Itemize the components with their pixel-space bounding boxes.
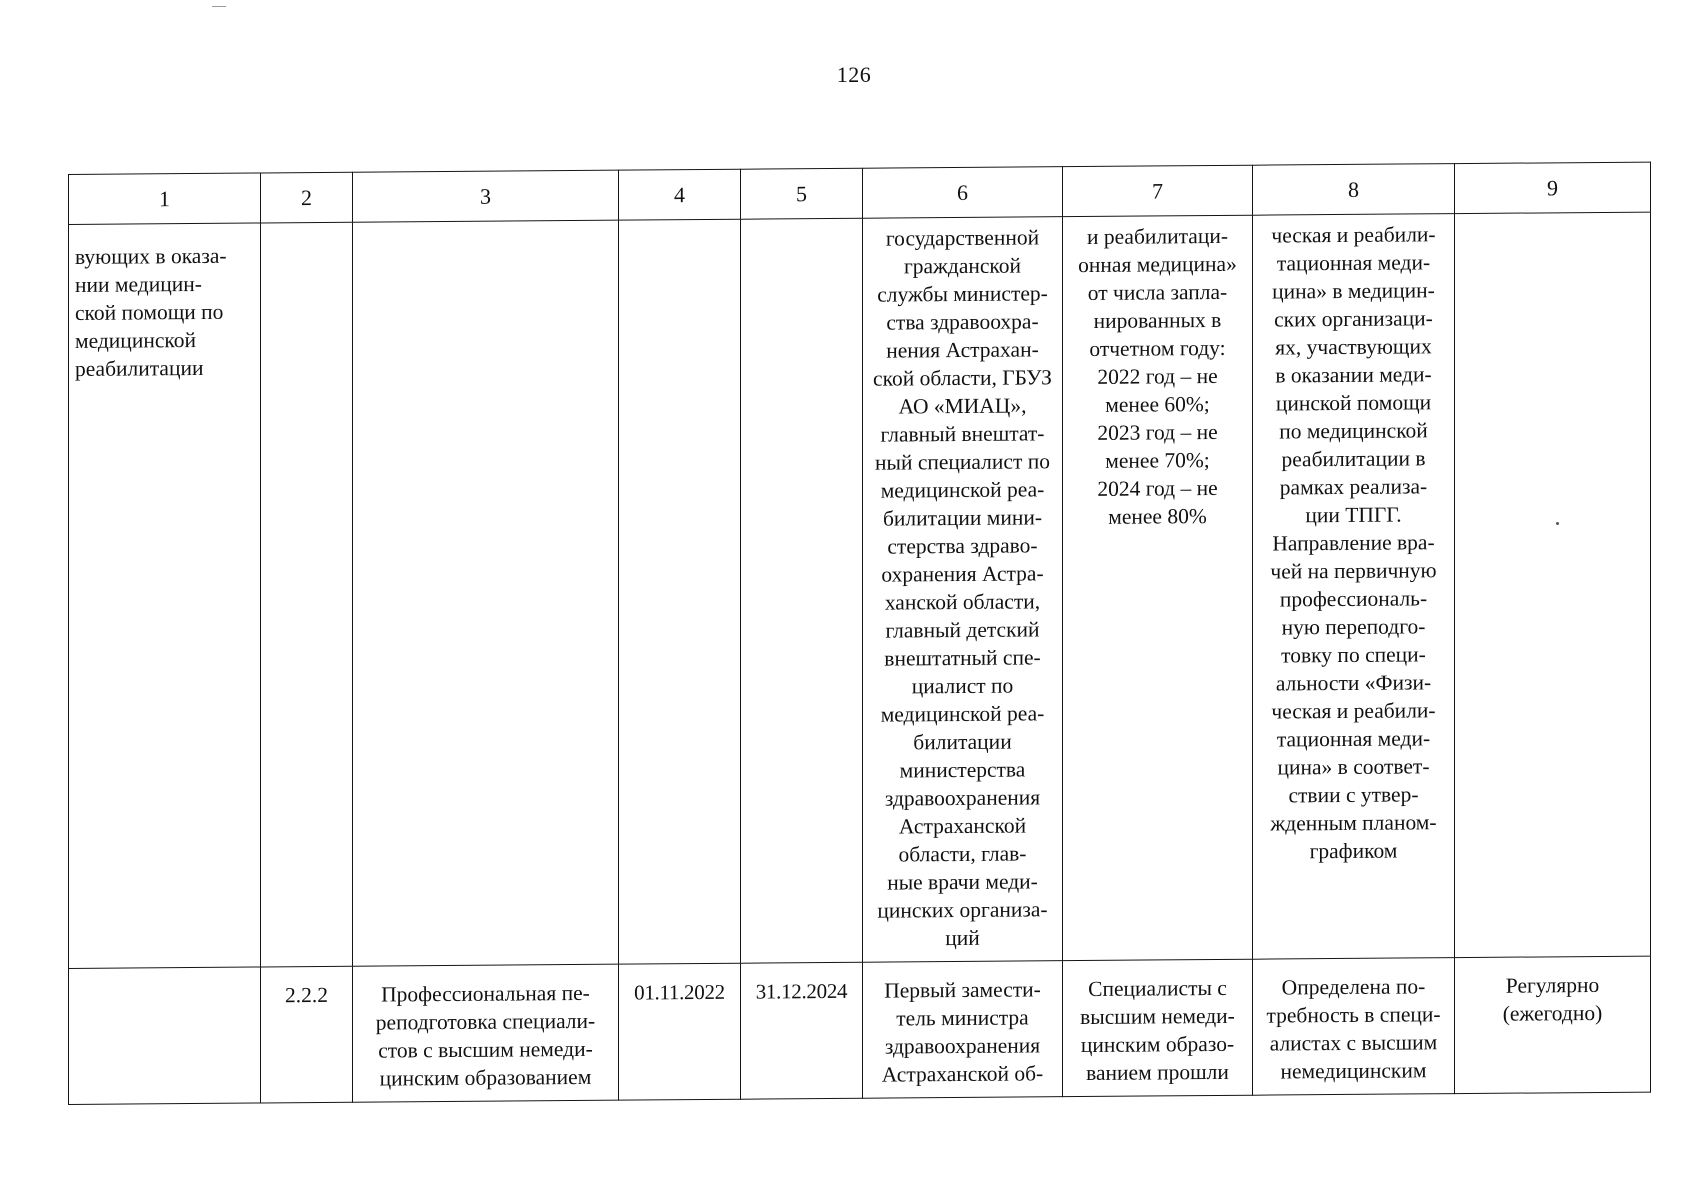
activity-table	[68, 162, 1651, 1105]
table-row-2-2-2	[69, 956, 1651, 1104]
cell-indicator-name-empty	[69, 967, 261, 1105]
scan-artifact-mark	[212, 6, 226, 7]
cell-start-date	[619, 219, 741, 964]
responsible-text: государственной гражданской службы министер- ства здравоохра- нения Астрахан- ской области, ГБУЗ АО «МИАЦ», главный внештат- ный специалист по медицинской реа- билитации мини- стерства здраво- охранения Астра- ханской области, главный детский внештатный спе- циалист по медицинской реа- билитации министерства здравоохранения Астраханской области, глав- ные врачи меди- цинских организа- ций	[873, 225, 1052, 951]
cell-indicator-name	[69, 223, 261, 969]
cell-activity	[353, 964, 619, 1102]
header-col-2: 2	[261, 172, 353, 223]
header-col-7: 7	[1063, 165, 1253, 216]
number-text	[261, 223, 352, 238]
header-col-5: 5	[741, 168, 863, 219]
activity-text: Профессиональная пе- реподготовка специали- стов с высшим немеди- цинским образованием	[375, 980, 596, 1091]
cell-result	[1063, 959, 1253, 1096]
header-col-1: 1	[69, 173, 261, 225]
cell-start-date	[619, 963, 741, 1100]
header-col-4: 4	[619, 169, 741, 220]
end-date-text: 31.12.2024	[755, 978, 848, 1004]
cell-number	[261, 222, 353, 967]
result-text: и реабилитаци- онная медицина» от числа запла- нированных в отчетном году: 2022 год – не менее 60%; 2023 год – не менее 70%; 2024 год – не менее 80%	[1078, 223, 1237, 529]
header-col-3: 3	[353, 170, 619, 222]
indicator-name-text: вующих в оказа- нии медицин- ской помощи по медицинской реабилитации	[75, 243, 227, 381]
cell-result	[1063, 215, 1253, 960]
cell-frequency	[1455, 956, 1651, 1094]
header-col-6: 6	[863, 167, 1063, 219]
indicator-name-text	[69, 967, 260, 987]
start-date-text: 01.11.2022	[634, 979, 725, 1005]
header-col-9: 9	[1455, 162, 1651, 214]
result-text: Специалисты с высшим немеди- цинским образо- ванием прошли	[1080, 975, 1235, 1086]
header-col-8: 8	[1253, 164, 1455, 216]
frequency-text: Регулярно (ежегодно)	[1502, 972, 1603, 1026]
cell-frequency	[1455, 212, 1651, 958]
page-number: 126	[836, 62, 872, 87]
end-date-text	[741, 219, 862, 234]
description-text: ческая и реабили- тационная меди- цина» в медицин- ских организаци- ях, участвующих в оказании меди- цинской помощи по медицинской реабилитации в рамках реализа- ции ТПГГ. Направление вра- чей на первичную профессиональ- ную переподго- товку по специ- альности «Физи- ческая и реабили- тационная меди- цина» в соответ- ствии с утвер- жденным планом- графиком	[1270, 222, 1437, 864]
cell-description	[1253, 214, 1455, 960]
cell-end-date	[741, 218, 863, 963]
frequency-text	[1455, 213, 1650, 221]
cell-responsible	[863, 961, 1063, 1099]
cell-activity	[353, 220, 619, 966]
activity-text	[353, 221, 618, 241]
cell-item-number	[261, 966, 353, 1103]
cell-end-date	[741, 962, 863, 1099]
description-text: Определена по- требность в специ- алистах с высшим немедицинским	[1266, 974, 1441, 1084]
cell-responsible	[863, 217, 1063, 963]
item-number-text: 2.2.2	[285, 982, 328, 1008]
start-date-text	[619, 220, 740, 235]
scan-dot	[1556, 522, 1559, 525]
table-row-continuation	[69, 212, 1651, 968]
cell-description	[1253, 958, 1455, 1096]
responsible-text: Первый замести- тель министра здравоохранения Астраханской об-	[881, 977, 1044, 1087]
